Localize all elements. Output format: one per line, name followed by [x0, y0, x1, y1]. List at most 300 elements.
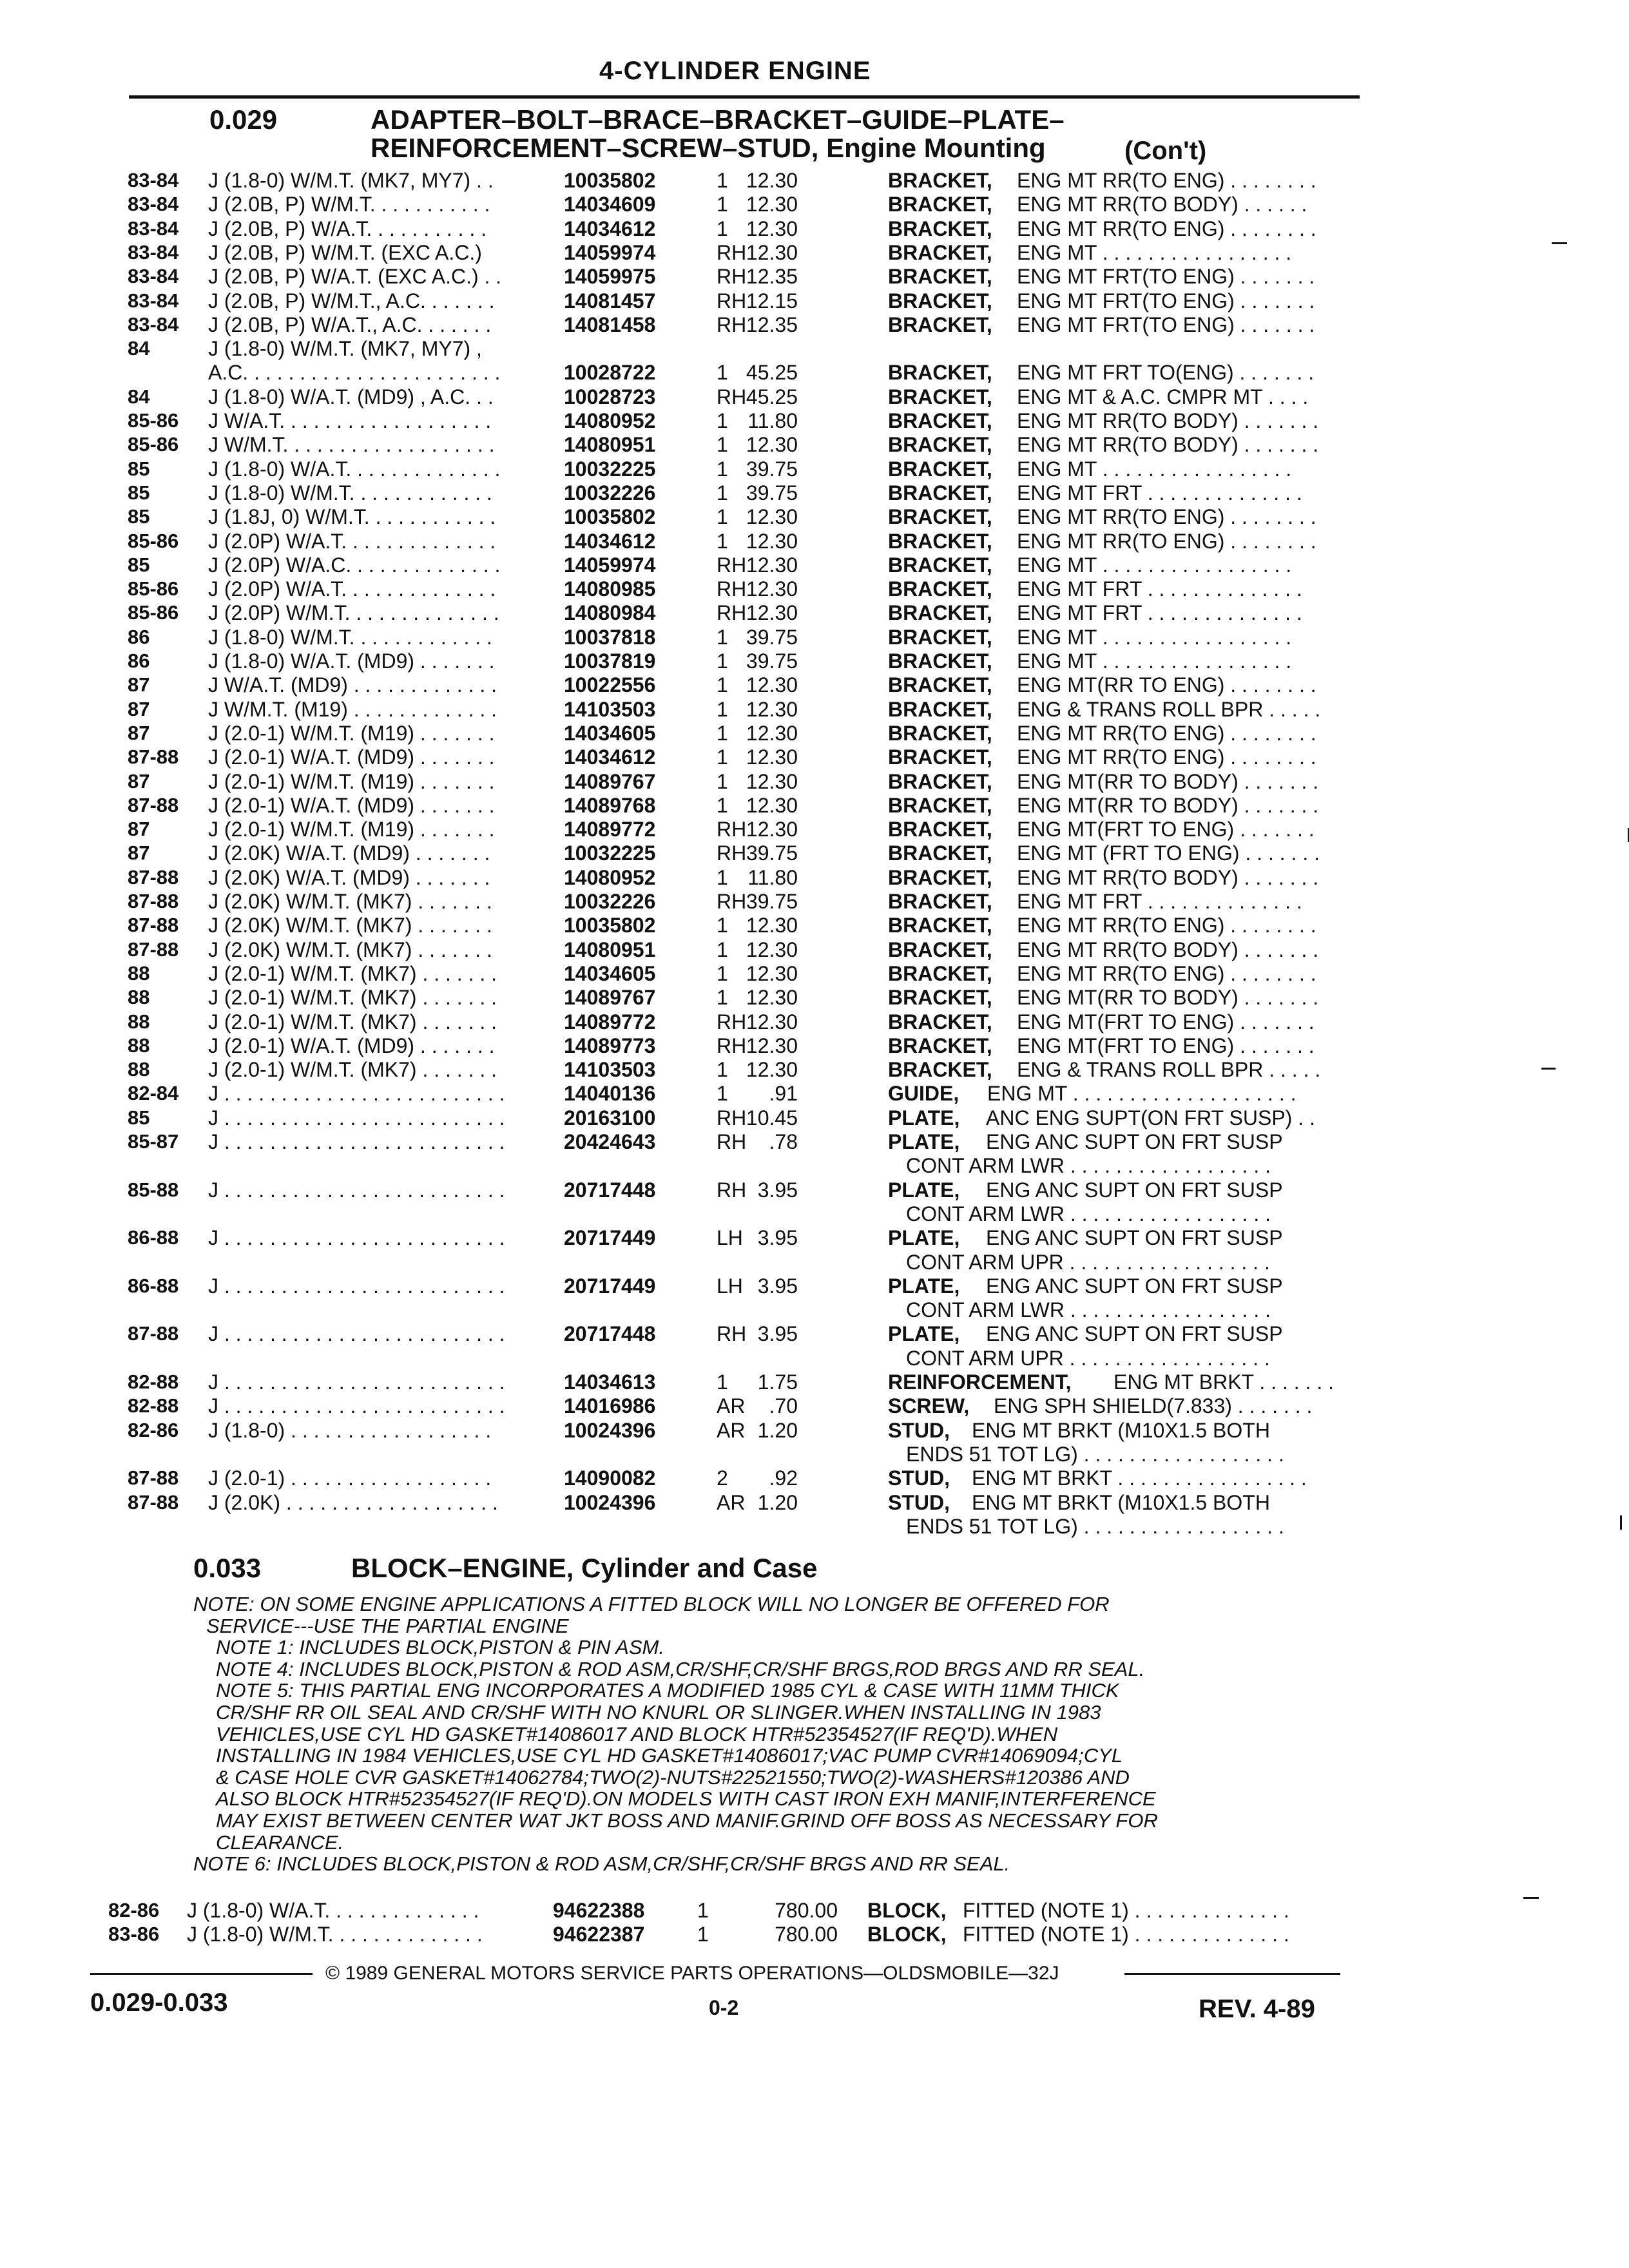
quantity-cell: RH [717, 890, 747, 913]
part-description-cell: ENG MT FRT TO(ENG) . . . . . . . [1017, 361, 1315, 385]
table-row [0, 866, 1418, 889]
part-number-cell: 14059974 [564, 240, 656, 264]
price-cell: 12.30 [746, 529, 798, 553]
part-number-cell: 10024396 [564, 1418, 656, 1442]
part-number-cell: 14080952 [564, 409, 656, 432]
price-cell: 12.30 [746, 745, 798, 769]
part-name-cell: REINFORCEMENT, [888, 1370, 1072, 1394]
part-name-cell: BRACKET, [888, 265, 992, 289]
table-row [0, 1370, 1418, 1394]
application-cell: J (2.0K) W/M.T. (MK7) . . . . . . . [208, 890, 492, 913]
part-number-cell: 14034612 [564, 216, 656, 240]
application-cell: J (1.8-0) W/A.T. (MD9) , A.C. . . [208, 385, 494, 408]
table-row [0, 1491, 1418, 1514]
part-name-cell: BRACKET, [888, 841, 992, 865]
year-cell: 87 [128, 721, 150, 744]
part-number-cell: 94622387 [553, 1923, 645, 1946]
part-name-cell: BRACKET, [888, 986, 992, 1010]
application-cell: J (1.8-0) W/A.T. . . . . . . . . . . . . . [208, 457, 501, 481]
price-cell: 10.45 [746, 1106, 798, 1129]
price-cell: .70 [769, 1394, 798, 1418]
part-description-cell: ENG & TRANS ROLL BPR . . . . . [1017, 697, 1321, 721]
part-name-cell: BRACKET, [888, 769, 992, 793]
price-cell: 12.30 [746, 961, 798, 985]
quantity-cell: 1 [717, 409, 728, 432]
table-row [0, 433, 1418, 456]
section2-title-main: BLOCK–ENGINE, [351, 1553, 574, 1583]
quantity-cell: 1 [717, 169, 728, 192]
part-name-cell: BRACKET, [888, 409, 992, 432]
quantity-cell: RH [717, 601, 747, 625]
part-number-cell: 14034605 [564, 721, 656, 745]
year-cell: 86-88 [128, 1226, 179, 1249]
application-cell: J (2.0-1) W/A.T. (MD9) . . . . . . . [208, 793, 495, 817]
note-line: CR/SHF RR OIL SEAL AND CR/SHF WITH NO KNURL OR SLINGER.WHEN INSTALLING IN 1983 [216, 1701, 1101, 1724]
application-cell: J (2.0P) W/A.T. . . . . . . . . . . . . . [208, 577, 496, 601]
quantity-cell: 1 [717, 433, 728, 457]
table-row [0, 1347, 1418, 1370]
year-cell: 88 [128, 1010, 150, 1033]
part-description-cell: ENG MT FRT . . . . . . . . . . . . . . [1017, 577, 1302, 601]
part-description-cell: ENDS 51 TOT LG) . . . . . . . . . . . . . . . . . . [906, 1442, 1284, 1466]
year-cell: 87 [128, 697, 150, 720]
part-name-cell: BRACKET, [888, 216, 992, 240]
part-description-cell: ENG MT (FRT TO ENG) . . . . . . . [1017, 841, 1320, 865]
part-description-cell: ENG MT . . . . . . . . . . . . . . . . . [1017, 240, 1292, 264]
quantity-cell: RH [717, 818, 747, 841]
part-description-cell: ENG & TRANS ROLL BPR . . . . . [1017, 1058, 1321, 1082]
table-row [0, 601, 1418, 624]
price-cell: 3.95 [757, 1322, 798, 1346]
table-row [0, 1443, 1418, 1466]
part-name-cell: BRACKET, [888, 169, 992, 192]
part-description-cell: ENG MT RR(TO ENG) . . . . . . . . [1017, 745, 1316, 769]
price-cell: .78 [769, 1130, 798, 1153]
table-row [0, 1274, 1418, 1298]
table-row [0, 505, 1418, 528]
table-row [0, 553, 1418, 577]
table-row [0, 794, 1418, 817]
table-row [0, 1106, 1418, 1129]
part-description-cell: ENG MT(FRT TO ENG) . . . . . . . [1017, 1010, 1315, 1033]
year-cell: 87-88 [128, 1490, 179, 1514]
quantity-cell: 1 [717, 865, 728, 889]
note-line: & CASE HOLE CVR GASKET#14062784;TWO(2)-NUTS#22521550;TWO(2)-WASHERS#120386 AND [216, 1765, 1130, 1789]
part-name-cell: BRACKET, [888, 361, 992, 385]
table-row [0, 1899, 1418, 1922]
price-cell: 45.25 [746, 361, 798, 385]
part-name-cell: BRACKET, [888, 721, 992, 745]
price-cell: 45.25 [746, 385, 798, 408]
table-row [0, 722, 1418, 745]
application-cell: J W/A.T. (MD9) . . . . . . . . . . . . . [208, 673, 497, 697]
price-cell: 12.30 [746, 673, 798, 697]
table-row [0, 1298, 1418, 1321]
quantity-cell: RH [717, 265, 747, 289]
price-cell: 39.75 [746, 457, 798, 481]
part-name-cell: BRACKET, [888, 1010, 992, 1033]
part-description-cell: ENG MT . . . . . . . . . . . . . . . . . [1017, 457, 1292, 481]
section2-title-sub: Cylinder and Case [581, 1553, 818, 1583]
part-number-cell: 14016986 [564, 1394, 656, 1418]
price-cell: 12.30 [746, 240, 798, 264]
table-row [0, 890, 1418, 913]
application-cell: J (2.0B, P) W/A.T. . . . . . . . . . . [208, 216, 487, 240]
section-title-line2-sub: Engine Mounting [826, 133, 1046, 163]
part-name-cell: BRACKET, [888, 793, 992, 817]
quantity-cell: 1 [717, 505, 728, 529]
quantity-cell: 1 [717, 481, 728, 505]
part-number-cell: 14034612 [564, 529, 656, 553]
price-cell: 12.30 [746, 577, 798, 601]
year-cell: 84 [128, 337, 150, 360]
year-cell: 82-84 [128, 1082, 179, 1105]
part-description-cell: ENG MT RR(TO BODY) . . . . . . . [1017, 937, 1319, 961]
note-line: NOTE 4: INCLUDES BLOCK,PISTON & ROD ASM,CR/SHF,CR/SHF BRGS,ROD BRGS AND RR SEAL. [216, 1657, 1145, 1680]
part-number-cell: 20717448 [564, 1322, 656, 1346]
part-number-cell: 10037819 [564, 649, 656, 673]
part-name-cell: STUD, [888, 1418, 950, 1442]
part-name-cell: BRACKET, [888, 745, 992, 769]
quantity-cell: RH [717, 1130, 747, 1153]
application-cell: J . . . . . . . . . . . . . . . . . . . . . . . . . [208, 1274, 505, 1298]
part-number-cell: 10035802 [564, 169, 656, 192]
year-cell: 87-88 [128, 890, 179, 912]
year-cell: 83-84 [128, 265, 179, 288]
application-cell: J (1.8-0) W/M.T. (MK7, MY7) . . [208, 169, 494, 192]
application-cell: J (2.0K) W/M.T. (MK7) . . . . . . . [208, 937, 492, 961]
note-line: CLEARANCE. [216, 1831, 344, 1854]
price-cell: 12.30 [746, 216, 798, 240]
table-row [0, 1058, 1418, 1081]
part-name-cell: BRACKET, [888, 312, 992, 336]
section-title-line2 [371, 133, 1046, 164]
part-number-cell: 20717448 [564, 1178, 656, 1202]
quantity-cell: RH [717, 1178, 747, 1202]
table-row [0, 289, 1418, 312]
quantity-cell: 1 [717, 937, 728, 961]
part-number-cell: 10035802 [564, 505, 656, 529]
price-cell: 12.30 [746, 1010, 798, 1033]
part-name-cell: BRACKET, [888, 505, 992, 529]
price-cell: 12.30 [746, 169, 798, 192]
part-description-cell: ENG MT RR(TO BODY) . . . . . . . [1017, 433, 1319, 457]
note-line: VEHICLES,USE CYL HD GASKET#14086017 AND BLOCK HTR#52354527(IF REQ'D).WHEN [216, 1722, 1058, 1745]
year-cell: 83-84 [128, 312, 179, 336]
year-cell: 84 [128, 385, 150, 408]
part-description-cell: ENDS 51 TOT LG) . . . . . . . . . . . . . . . . . . [906, 1514, 1284, 1538]
part-description-cell: CONT ARM LWR . . . . . . . . . . . . . . . . . . [906, 1202, 1271, 1225]
table-row [0, 1154, 1418, 1177]
quantity-cell: 1 [717, 625, 728, 649]
table-row [0, 337, 1418, 360]
year-cell: 85-87 [128, 1130, 179, 1153]
price-cell: 12.30 [746, 601, 798, 625]
table-row [0, 217, 1418, 240]
application-cell: J . . . . . . . . . . . . . . . . . . . . . . . . . [208, 1394, 505, 1418]
year-cell: 83-84 [128, 169, 179, 191]
part-number-cell: 14059974 [564, 553, 656, 577]
table-row [0, 577, 1418, 601]
part-name-cell: BRACKET, [888, 601, 992, 625]
table-row [0, 385, 1418, 408]
price-cell: 12.30 [746, 1058, 798, 1082]
application-cell: J (2.0B, P) W/M.T. . . . . . . . . . . [208, 193, 490, 216]
quantity-cell: 1 [697, 1923, 709, 1946]
part-number-cell: 14040136 [564, 1082, 656, 1106]
year-cell: 85-88 [128, 1178, 179, 1201]
price-cell: .91 [769, 1082, 798, 1106]
application-cell: J (1.8-0) W/M.T. . . . . . . . . . . . . [208, 625, 492, 649]
part-number-cell: 20163100 [564, 1106, 656, 1129]
part-description-cell: ENG MT RR(TO ENG) . . . . . . . . [1017, 529, 1316, 553]
part-name-cell: BRACKET, [888, 818, 992, 841]
table-row [0, 457, 1418, 481]
application-cell: J (1.8-0) W/M.T. . . . . . . . . . . . . . [187, 1923, 483, 1946]
part-number-cell: 94622388 [553, 1899, 645, 1922]
year-cell: 85-86 [128, 433, 179, 456]
part-description-cell: ENG MT RR(TO ENG) . . . . . . . . [1017, 914, 1316, 937]
section-continued: (Con't) [1124, 137, 1207, 165]
quantity-cell: 1 [717, 1082, 728, 1106]
quantity-cell: RH [717, 240, 747, 264]
application-cell: J W/M.T. (M19) . . . . . . . . . . . . . [208, 697, 497, 721]
quantity-cell: 1 [717, 745, 728, 769]
part-name-cell: STUD, [888, 1466, 950, 1490]
year-cell: 83-84 [128, 289, 179, 312]
table-row [0, 1202, 1418, 1225]
part-number-cell: 10037818 [564, 625, 656, 649]
application-cell: J (2.0-1) W/M.T. (M19) . . . . . . . [208, 769, 495, 793]
part-number-cell: 10028723 [564, 385, 656, 408]
part-description-cell: ENG ANC SUPT ON FRT SUSP [986, 1322, 1283, 1346]
part-description-cell: ENG MT(RR TO BODY) . . . . . . . [1017, 793, 1319, 817]
part-description-cell: ENG MT RR(TO ENG) . . . . . . . . [1017, 216, 1316, 240]
price-cell: 780.00 [775, 1923, 838, 1946]
price-cell: .92 [769, 1466, 798, 1490]
part-description-cell: ENG MT RR(TO ENG) . . . . . . . . [1017, 961, 1316, 985]
part-number-cell: 14034612 [564, 745, 656, 769]
quantity-cell: 1 [717, 529, 728, 553]
quantity-cell: RH [717, 841, 747, 865]
part-name-cell: BRACKET, [888, 890, 992, 913]
part-description-cell: ENG MT BRKT . . . . . . . . . . . . . . . . . [972, 1466, 1307, 1490]
part-number-cell: 14034613 [564, 1370, 656, 1394]
footer-rule-right [1124, 1973, 1340, 1975]
application-cell: J (1.8-0) . . . . . . . . . . . . . . . . . . [208, 1418, 492, 1442]
quantity-cell: 1 [697, 1899, 709, 1922]
part-number-cell: 10028722 [564, 361, 656, 385]
quantity-cell: 1 [717, 793, 728, 817]
edge-mark [1541, 1068, 1556, 1070]
year-cell: 87-88 [128, 745, 179, 769]
quantity-cell: 2 [717, 1466, 728, 1490]
part-description-cell: ENG MT . . . . . . . . . . . . . . . . . [1017, 553, 1292, 577]
part-number-cell: 10032226 [564, 890, 656, 913]
part-name-cell: BRACKET, [888, 697, 992, 721]
part-name-cell: BRACKET, [888, 1058, 992, 1082]
footer-page-number: 0-2 [709, 1996, 739, 2019]
application-cell: J W/M.T. . . . . . . . . . . . . . . . . . . [208, 433, 495, 457]
application-cell: J (2.0B, P) W/A.T. (EXC A.C.) . . [208, 265, 502, 289]
part-description-cell: CONT ARM UPR . . . . . . . . . . . . . . . . . . [906, 1250, 1270, 1274]
table-row [0, 1178, 1418, 1202]
price-cell: 780.00 [775, 1899, 838, 1922]
part-name-cell: BRACKET, [888, 529, 992, 553]
section-title-line2-main: REINFORCEMENT–SCREW–STUD, [371, 133, 819, 163]
year-cell: 82-88 [128, 1370, 179, 1393]
part-description-cell: ENG MT RR(TO ENG) . . . . . . . . [1017, 169, 1316, 192]
quantity-cell: 1 [717, 914, 728, 937]
application-cell: J (2.0-1) . . . . . . . . . . . . . . . . . . [208, 1466, 492, 1490]
application-cell: J (2.0K) W/A.T. (MD9) . . . . . . . [208, 865, 490, 889]
part-name-cell: BRACKET, [888, 457, 992, 481]
part-number-cell: 14089767 [564, 986, 656, 1010]
part-description-cell: ENG MT RR(TO BODY) . . . . . . . [1017, 865, 1319, 889]
part-number-cell: 14089772 [564, 1010, 656, 1033]
application-cell: J (2.0-1) W/A.T. (MD9) . . . . . . . [208, 1033, 495, 1057]
year-cell: 88 [128, 1033, 150, 1057]
note-line: ALSO BLOCK HTR#52354527(IF REQ'D).ON MODELS WITH CAST IRON EXH MANIF,INTERFERENCE [216, 1787, 1156, 1811]
part-name-cell: BRACKET, [888, 961, 992, 985]
table-row [0, 1466, 1418, 1490]
part-number-cell: 14081457 [564, 289, 656, 312]
part-description-cell: CONT ARM LWR . . . . . . . . . . . . . . . . . . [906, 1298, 1271, 1322]
year-cell: 83-86 [108, 1923, 160, 1945]
quantity-cell: 1 [717, 1058, 728, 1082]
table-row [0, 1515, 1418, 1538]
part-description-cell: ENG ANC SUPT ON FRT SUSP [986, 1274, 1283, 1298]
application-cell: J (1.8-0) W/M.T. (MK7, MY7) , [208, 337, 482, 361]
part-number-cell: 10032225 [564, 841, 656, 865]
quantity-cell: RH [717, 385, 747, 408]
price-cell: 11.80 [747, 865, 798, 889]
note-line: NOTE 6: INCLUDES BLOCK,PISTON & ROD ASM,CR/SHF,CR/SHF BRGS AND RR SEAL. [193, 1852, 1010, 1876]
application-cell: J (2.0-1) W/M.T. (MK7) . . . . . . . [208, 986, 497, 1010]
application-cell: A.C. . . . . . . . . . . . . . . . . . . . . . . [208, 361, 501, 385]
application-cell: J (2.0K) . . . . . . . . . . . . . . . . . . . [208, 1490, 498, 1514]
year-cell: 87-88 [128, 914, 179, 937]
price-cell: 39.75 [746, 649, 798, 673]
year-cell: 85 [128, 481, 150, 504]
quantity-cell: AR [717, 1490, 746, 1514]
table-row [0, 361, 1418, 384]
table-row [0, 841, 1418, 865]
part-number-cell: 14034605 [564, 961, 656, 985]
quantity-cell: 1 [717, 961, 728, 985]
application-cell: J (2.0B, P) W/M.T., A.C. . . . . . . [208, 289, 495, 312]
quantity-cell: 1 [717, 193, 728, 216]
price-cell: 12.30 [746, 193, 798, 216]
part-number-cell: 14089772 [564, 818, 656, 841]
part-description-cell: ENG MT . . . . . . . . . . . . . . . . . [1017, 649, 1292, 673]
part-name-cell: PLATE, [888, 1106, 960, 1129]
table-row [0, 914, 1418, 937]
year-cell: 85 [128, 553, 150, 576]
quantity-cell: 1 [717, 1370, 728, 1394]
table-row [0, 818, 1418, 841]
year-cell: 85-86 [128, 529, 179, 552]
year-cell: 87-88 [128, 793, 179, 816]
table-row [0, 313, 1418, 336]
application-cell: J (2.0B, P) W/A.T., A.C. . . . . . . [208, 312, 492, 336]
part-description-cell: ENG MT FRT . . . . . . . . . . . . . . [1017, 481, 1302, 505]
table-row [0, 986, 1418, 1009]
year-cell: 87 [128, 818, 150, 841]
footer-revision: REV. 4-89 [1199, 1995, 1315, 2023]
note-line: SERVICE---USE THE PARTIAL ENGINE [206, 1614, 569, 1637]
application-cell: J (2.0-1) W/M.T. (MK7) . . . . . . . [208, 961, 497, 985]
part-description-cell: ENG MT BRKT (M10X1.5 BOTH [972, 1418, 1270, 1442]
part-name-cell: BRACKET, [888, 673, 992, 697]
part-description-cell: ENG MT FRT(TO ENG) . . . . . . . [1017, 312, 1315, 336]
year-cell: 86 [128, 649, 150, 672]
price-cell: 39.75 [746, 890, 798, 913]
table-row [0, 530, 1418, 553]
table-row [0, 169, 1418, 192]
table-row [0, 1419, 1418, 1442]
table-row [0, 745, 1418, 769]
header-rule [129, 95, 1360, 99]
table-row [0, 673, 1418, 697]
part-number-cell: 14103503 [564, 1058, 656, 1082]
part-number-cell: 14090082 [564, 1466, 656, 1490]
part-name-cell: BRACKET, [888, 433, 992, 457]
quantity-cell: RH [717, 1010, 747, 1033]
quantity-cell: LH [717, 1226, 743, 1250]
price-cell: 1.20 [757, 1418, 798, 1442]
part-description-cell: ANC ENG SUPT(ON FRT SUSP) . . [986, 1106, 1315, 1129]
note-line: MAY EXIST BETWEEN CENTER WAT JKT BOSS AND MANIF.GRIND OFF BOSS AS NECESSARY FOR [216, 1809, 1158, 1832]
part-number-cell: 14103503 [564, 697, 656, 721]
application-cell: J (2.0-1) W/M.T. (M19) . . . . . . . [208, 818, 495, 841]
year-cell: 82-86 [108, 1899, 160, 1921]
quantity-cell: 1 [717, 649, 728, 673]
part-name-cell: PLATE, [888, 1274, 960, 1298]
application-cell: J (2.0-1) W/M.T. (M19) . . . . . . . [208, 721, 495, 745]
part-description-cell: ENG MT(FRT TO ENG) . . . . . . . [1017, 1033, 1315, 1057]
part-name-cell: GUIDE, [888, 1082, 959, 1106]
part-name-cell: BLOCK, [867, 1923, 947, 1946]
price-cell: 12.15 [746, 289, 798, 312]
edge-mark [1620, 1515, 1622, 1530]
part-description-cell: ENG SPH SHIELD(7.833) . . . . . . . [994, 1394, 1313, 1418]
footer-rule-left [90, 1973, 313, 1975]
price-cell: 12.30 [746, 793, 798, 817]
table-row [0, 649, 1418, 673]
application-cell: J (2.0P) W/A.C. . . . . . . . . . . . . . [208, 553, 501, 577]
part-name-cell: BRACKET, [888, 577, 992, 601]
quantity-cell: 1 [717, 721, 728, 745]
part-number-cell: 14081458 [564, 312, 656, 336]
year-cell: 83-84 [128, 193, 179, 216]
part-number-cell: 14059975 [564, 265, 656, 289]
price-cell: 11.80 [747, 409, 798, 432]
quantity-cell: LH [717, 1274, 743, 1298]
table-row [0, 1034, 1418, 1057]
section-title-line1: ADAPTER–BOLT–BRACE–BRACKET–GUIDE–PLATE– [371, 104, 1065, 135]
part-description-cell: ENG ANC SUPT ON FRT SUSP [986, 1130, 1283, 1153]
year-cell: 87 [128, 841, 150, 865]
page-header-title: 4-CYLINDER ENGINE [599, 57, 871, 85]
part-number-cell: 10024396 [564, 1490, 656, 1514]
part-name-cell: BRACKET, [888, 625, 992, 649]
year-cell: 82-88 [128, 1394, 179, 1418]
quantity-cell: RH [717, 553, 747, 577]
part-description-cell: ENG MT(FRT TO ENG) . . . . . . . [1017, 818, 1315, 841]
table-row [0, 770, 1418, 793]
table-row [0, 241, 1418, 264]
